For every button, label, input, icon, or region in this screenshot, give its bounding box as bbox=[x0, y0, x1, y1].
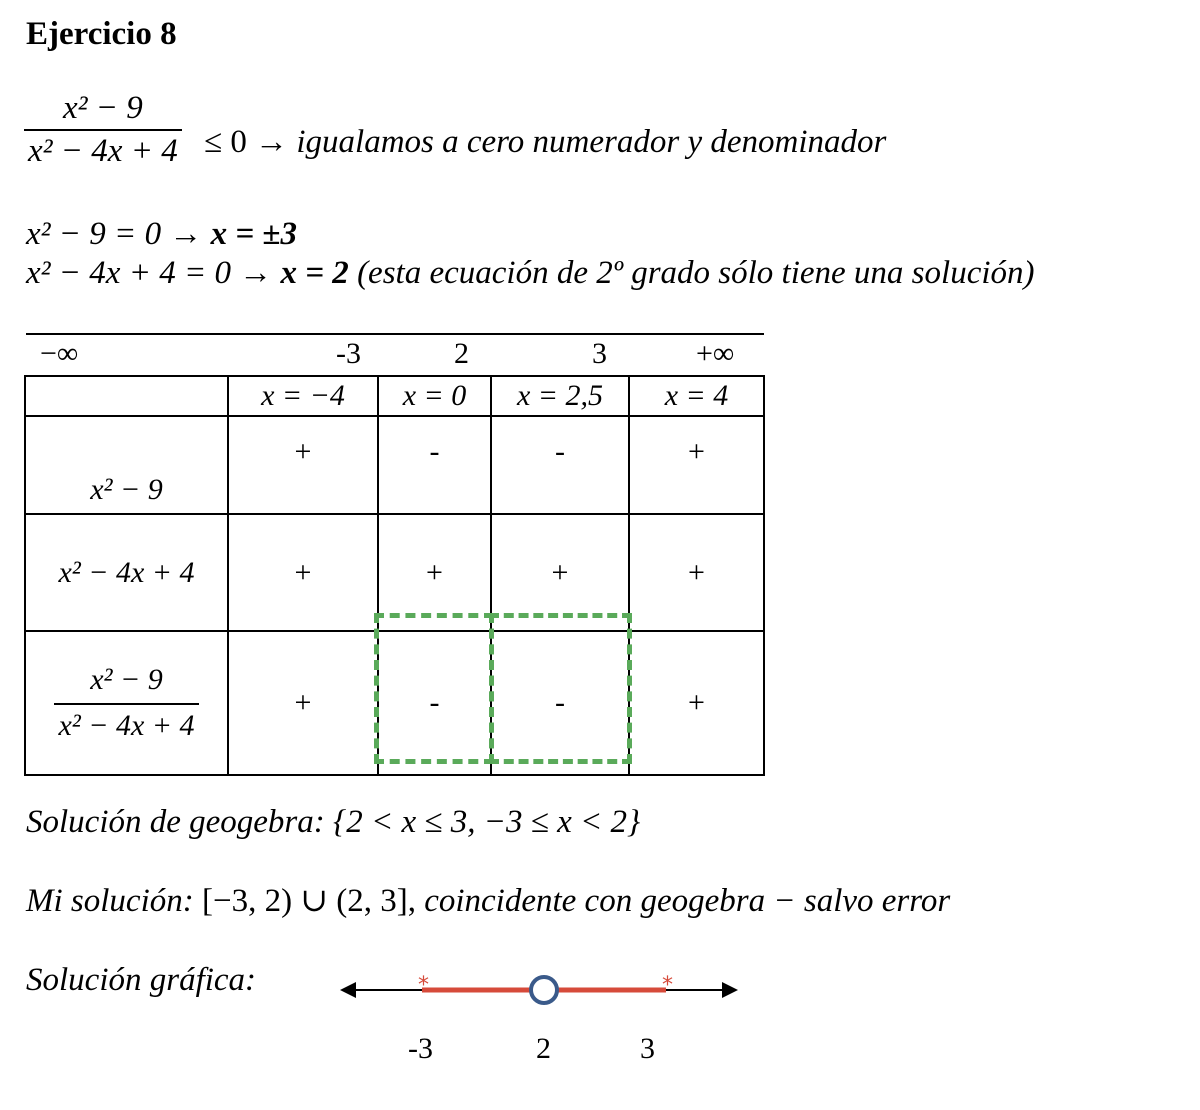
sign-cell: + bbox=[629, 631, 764, 775]
sign-cell: - bbox=[491, 416, 629, 514]
inequality-fraction bbox=[24, 90, 182, 170]
right-arrow-icon bbox=[722, 982, 738, 998]
geogebra-solution-label: Solución de geogebra: bbox=[26, 804, 325, 840]
inequality-denominator: x² − 4x + 4 bbox=[24, 129, 182, 170]
critical-point-3: 3 bbox=[592, 337, 607, 370]
sign-cell: + bbox=[228, 416, 378, 514]
closed-point-minus-3-icon: * bbox=[418, 973, 429, 998]
sign-cell: - bbox=[378, 631, 491, 775]
exercise-title: Ejercicio 8 bbox=[26, 16, 177, 52]
my-solution-comment: coincidente con geogebra − salvo error bbox=[424, 883, 951, 919]
geogebra-solution bbox=[26, 804, 640, 841]
closed-point-3-icon: * bbox=[662, 973, 673, 998]
row-label: x² − 9 bbox=[25, 416, 228, 514]
test-point-cell: x = 2,5 bbox=[491, 376, 629, 416]
sign-cell: + bbox=[629, 416, 764, 514]
row-label bbox=[25, 631, 228, 775]
inequality-comment: igualamos a cero numerador y denominador bbox=[296, 124, 887, 160]
test-point-cell: x = −4 bbox=[228, 376, 378, 416]
numerator-roots bbox=[26, 216, 297, 253]
quotient-denominator: x² − 4x + 4 bbox=[54, 703, 198, 743]
critical-point-minus-3: -3 bbox=[336, 337, 361, 370]
highlight-interval-negative-2 bbox=[489, 613, 632, 764]
graphic-solution-label: Solución gráfica: bbox=[26, 962, 257, 998]
sign-cell: - bbox=[378, 416, 491, 514]
inequality bbox=[24, 90, 887, 170]
left-arrow-icon bbox=[340, 982, 356, 998]
critical-point-plus-infinity: +∞ bbox=[696, 337, 735, 370]
open-point-2-icon bbox=[531, 977, 557, 1003]
tick-label-3: 3 bbox=[640, 1032, 655, 1065]
tick-label-2: 2 bbox=[536, 1032, 551, 1065]
denominator-equation: x² − 4x + 4 = 0 → bbox=[26, 255, 273, 291]
sign-cell: + bbox=[228, 631, 378, 775]
inequality-numerator: x² − 9 bbox=[62, 90, 143, 126]
numerator-result: x = ±3 bbox=[210, 216, 297, 252]
sign-cell: + bbox=[378, 514, 491, 631]
quotient-fraction bbox=[54, 663, 198, 743]
critical-point-2: 2 bbox=[454, 337, 469, 370]
sign-cell: + bbox=[491, 514, 629, 631]
my-solution-label: Mi solución: bbox=[26, 883, 194, 919]
highlight-interval-negative-1 bbox=[374, 613, 494, 764]
corner-cell bbox=[25, 376, 228, 416]
denominator-note: (esta ecuación de 2º grado sólo tiene una solución) bbox=[357, 255, 1035, 291]
tick-label-minus-3: -3 bbox=[408, 1032, 433, 1065]
denominator-result: x = 2 bbox=[280, 255, 349, 291]
test-points-row bbox=[25, 376, 764, 416]
geogebra-solution-value: {2 < x ≤ 3, −3 ≤ x < 2} bbox=[333, 804, 641, 840]
solution-number-line bbox=[330, 965, 750, 1020]
critical-point-minus-infinity: −∞ bbox=[40, 337, 79, 370]
my-solution bbox=[26, 880, 950, 920]
quotient-numerator: x² − 9 bbox=[90, 663, 163, 696]
row-label: x² − 4x + 4 bbox=[25, 514, 228, 631]
sign-cell: + bbox=[228, 514, 378, 631]
test-point-cell: x = 4 bbox=[629, 376, 764, 416]
numerator-sign-row bbox=[25, 416, 764, 514]
number-line-divider bbox=[26, 333, 764, 335]
sign-cell: - bbox=[491, 631, 629, 775]
sign-cell: + bbox=[629, 514, 764, 631]
denominator-roots bbox=[26, 255, 1035, 292]
numerator-equation: x² − 9 = 0 → bbox=[26, 216, 203, 252]
test-point-cell: x = 0 bbox=[378, 376, 491, 416]
inequality-relation: ≤ 0 → bbox=[204, 124, 289, 160]
my-solution-value: [−3, 2) ∪ (2, 3], bbox=[201, 883, 416, 919]
